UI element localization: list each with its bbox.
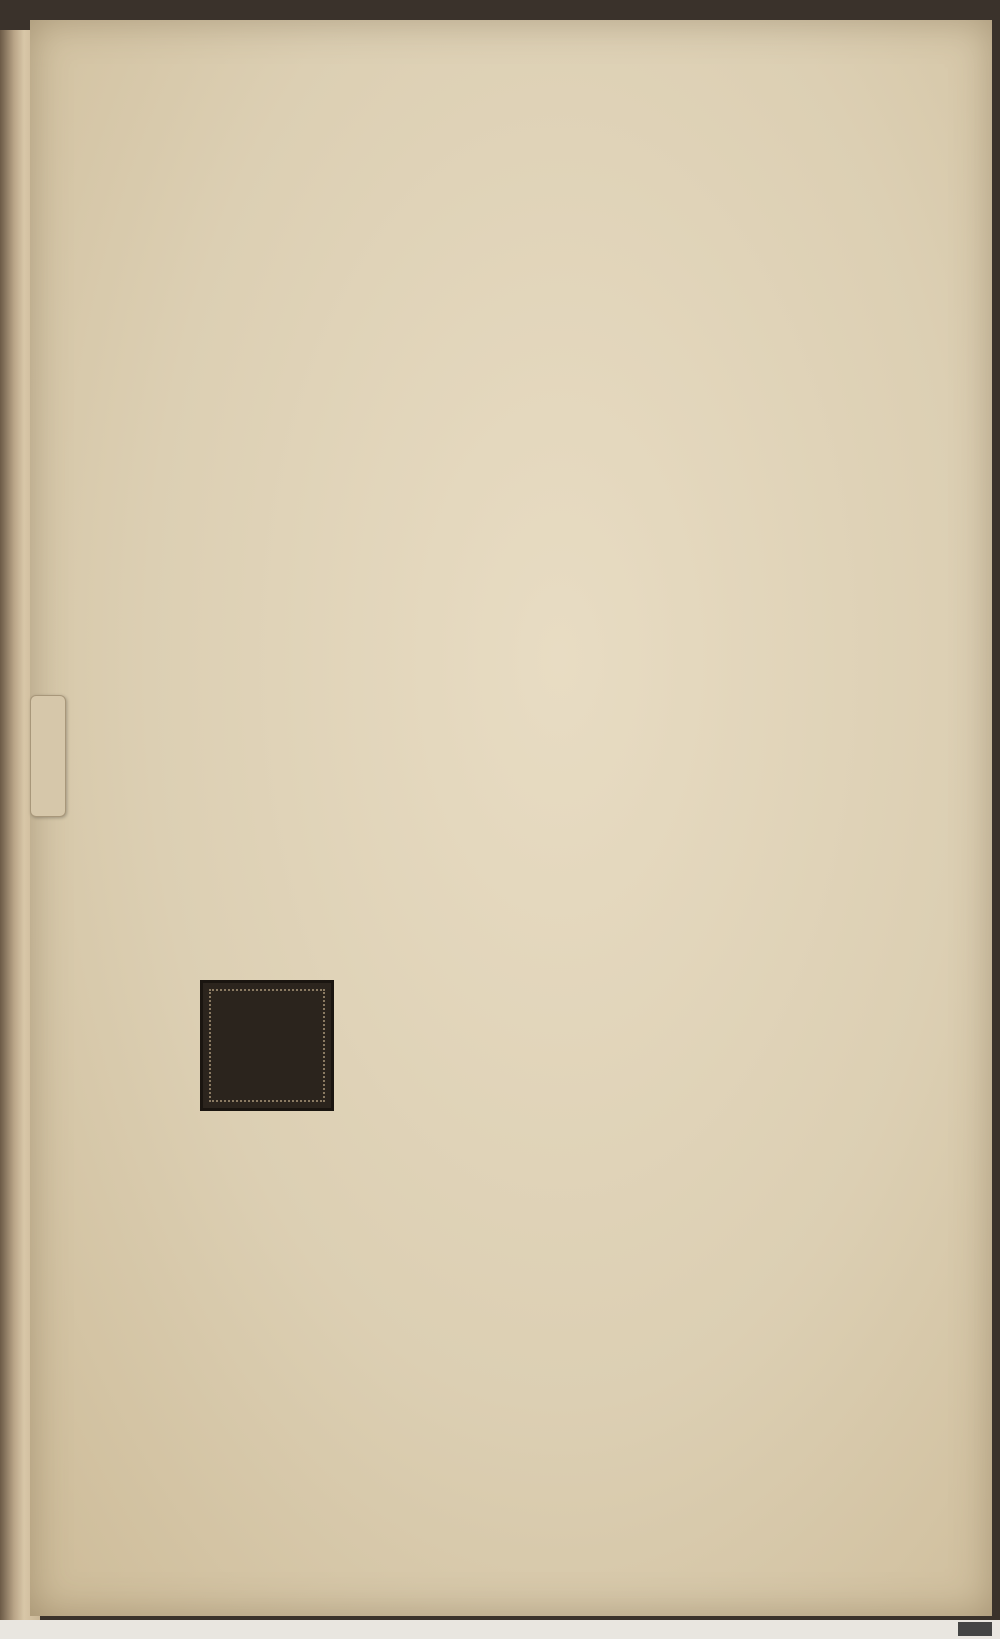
decorated-initial (200, 980, 334, 1111)
book-page (30, 20, 992, 1616)
footer-bar (0, 1620, 1000, 1639)
dfg-logo (958, 1622, 992, 1636)
clip-tab (30, 695, 66, 817)
